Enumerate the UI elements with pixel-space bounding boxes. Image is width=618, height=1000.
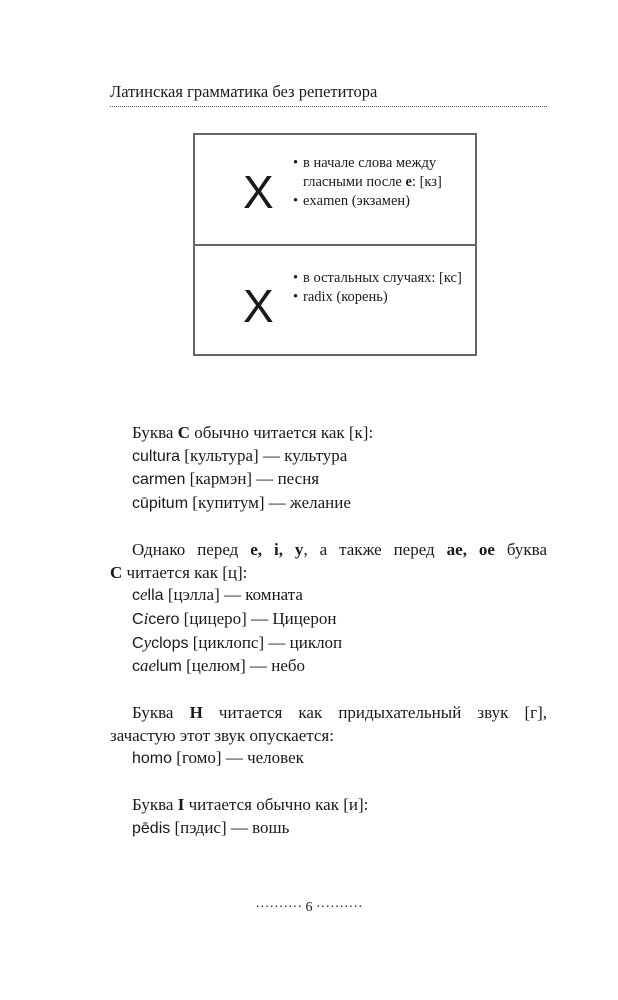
example: carmen [кармэн] — песня	[132, 469, 320, 489]
paragraph-line: зачастую этот звук опускается:	[110, 725, 334, 745]
example: cella [цэлла] — комната	[132, 585, 303, 605]
header-divider	[110, 106, 547, 107]
letter: X	[243, 280, 274, 332]
notes	[293, 269, 465, 307]
example: Cicero [цицеро] — Цицерон	[132, 608, 337, 628]
note: • examen (экзамен)	[293, 193, 410, 209]
paragraph: Буква I читается обычно как [и]:	[132, 795, 369, 815]
example: caelum [целюм] — небо	[132, 656, 306, 676]
example: pēdis [пэдис] — вошь	[132, 817, 290, 837]
paragraph: Однако перед e, i, y, а также перед ae, oe буква	[132, 539, 548, 559]
table-row	[195, 135, 475, 246]
example: homo [гомо] — человек	[132, 748, 304, 768]
note: • в остальных случаях: [кс]	[293, 270, 462, 286]
pronunciation-table	[193, 133, 477, 356]
notes	[293, 154, 475, 211]
page-number: ·········· 6 ··········	[255, 900, 363, 915]
example: Cyclops [циклопс] — циклоп	[132, 632, 343, 652]
running-header: Латинская грамматика без репетитора	[110, 82, 378, 101]
example: cultura [культура] — культура	[132, 445, 348, 465]
paragraph-line: C читается как [ц]:	[110, 562, 248, 582]
body-text	[110, 422, 547, 841]
note: • radix (корень)	[293, 289, 388, 305]
table-row	[195, 245, 475, 354]
paragraph: Буква C обычно читается как [к]:	[132, 423, 374, 442]
example: cūpitum [купитум] — желание	[132, 493, 351, 513]
letter: X	[243, 166, 274, 218]
paragraph: Буква H читается как придыхательный звук [г],	[132, 703, 547, 723]
note: • в начале слова между гласными после e: [кз]	[293, 155, 442, 190]
